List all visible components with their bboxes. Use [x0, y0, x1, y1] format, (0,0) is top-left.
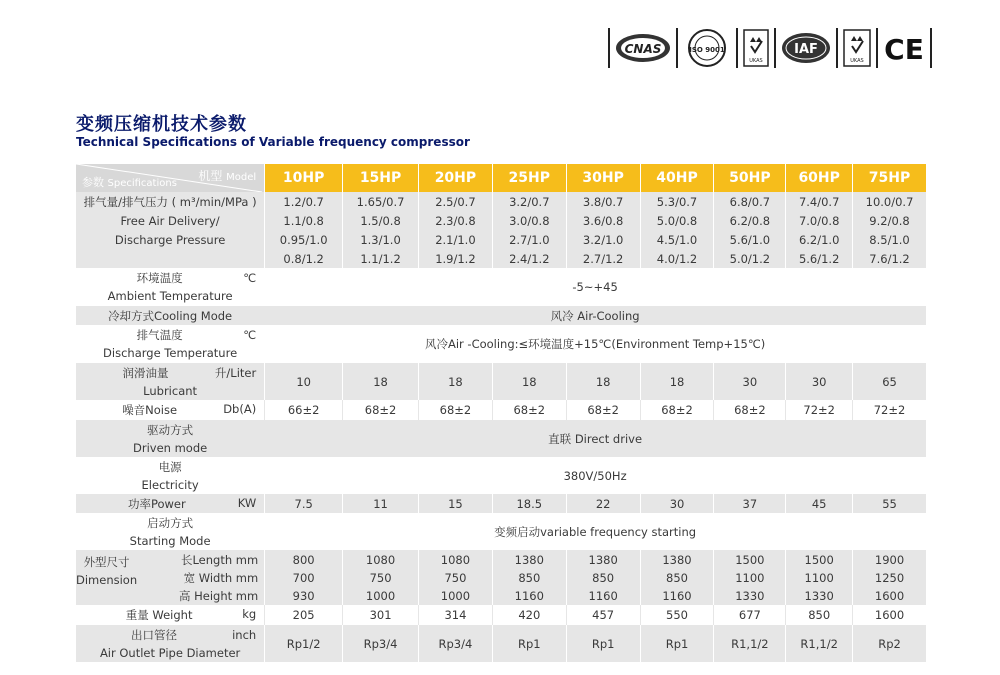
table-cell: 1160 — [566, 587, 640, 605]
outlet-label — [76, 625, 264, 662]
table-cell: 314 — [418, 605, 492, 625]
table-cell: 2.4/1.2 — [492, 249, 566, 268]
table-cell: Rp1 — [640, 625, 714, 662]
logo-separator — [608, 28, 610, 68]
table-cell: 2.1/1.0 — [418, 230, 492, 249]
table-cell: 5.6/1.2 — [785, 249, 852, 268]
table-cell: 10 — [264, 363, 342, 400]
table-cell: 1000 — [418, 587, 492, 605]
table-cell: R1,1/2 — [713, 625, 785, 662]
model-header: 75HP — [852, 164, 926, 192]
table-cell: 5.3/0.7 — [640, 192, 714, 211]
discharge-label-en: Discharge Temperature — [103, 346, 238, 360]
table-cell: Rp3/4 — [418, 625, 492, 662]
ambient-label-en: Ambient Temperature — [107, 289, 233, 303]
table-cell: 1600 — [852, 587, 926, 605]
discharge-value: 风冷Air -Cooling:≤环境温度+15℃(Environment Temp+15℃) — [264, 325, 926, 363]
outlet-label-cn: 出口管径 — [131, 627, 178, 642]
ambient-unit: ℃ — [243, 271, 257, 285]
table-cell: 30 — [640, 494, 714, 513]
table-cell: Rp1/2 — [264, 625, 342, 662]
table-cell: 6.8/0.7 — [713, 192, 785, 211]
logo-text-cnas: CNAS — [624, 42, 662, 56]
table-cell: 2.7/1.0 — [492, 230, 566, 249]
table-cell: 45 — [785, 494, 852, 513]
dimension-label-cn: 外型尺寸 — [83, 554, 130, 569]
ambient-label — [76, 268, 264, 306]
table-cell: 850 — [492, 569, 566, 587]
table-cell: 1.1/1.2 — [342, 249, 418, 268]
table-cell: 1500 — [713, 550, 785, 569]
table-cell: 3.0/0.8 — [492, 211, 566, 230]
table-cell: 1100 — [785, 569, 852, 587]
table-cell: 0.95/1.0 — [264, 230, 342, 249]
table-cell: 1380 — [492, 550, 566, 569]
table-cell: 750 — [418, 569, 492, 587]
logo-text-iaf: IAF — [794, 42, 818, 57]
table-cell: 3.8/0.7 — [566, 192, 640, 211]
table-cell: 550 — [640, 605, 714, 625]
table-row — [76, 211, 926, 230]
table-row — [76, 325, 926, 363]
table-cell: 68±2 — [492, 400, 566, 420]
logo-separator — [836, 28, 838, 68]
table-cell: 2.7/1.2 — [566, 249, 640, 268]
table-cell: 1.3/1.0 — [342, 230, 418, 249]
power-unit: KW — [237, 495, 257, 510]
discharge-label — [76, 325, 264, 363]
discharge-label-cn: 排气温度 — [136, 328, 183, 342]
lubricant-label — [76, 363, 264, 400]
power-label: 功率Power KW — [76, 494, 264, 513]
table-cell: 6.2/0.8 — [713, 211, 785, 230]
table-cell: 1380 — [640, 550, 714, 569]
table-cell: 301 — [342, 605, 418, 625]
table-header-row — [76, 164, 926, 192]
table-row — [76, 605, 926, 625]
table-cell: 68±2 — [566, 400, 640, 420]
table-cell: 1380 — [566, 550, 640, 569]
logo-separator — [736, 28, 738, 68]
model-header: 30HP — [566, 164, 640, 192]
table-cell: 850 — [785, 605, 852, 625]
table-cell: 3.2/1.0 — [566, 230, 640, 249]
table-cell: 5.6/1.0 — [713, 230, 785, 249]
table-row — [76, 363, 926, 400]
table-cell: 18 — [492, 363, 566, 400]
table-cell: 1080 — [342, 550, 418, 569]
drive-label-en: Driven mode — [132, 440, 208, 455]
table-cell: 2.5/0.7 — [418, 192, 492, 211]
table-cell: 7.4/0.7 — [785, 192, 852, 211]
table-cell: 4.0/1.2 — [640, 249, 714, 268]
ambient-label-cn: 环境温度 — [136, 271, 183, 285]
table-cell: 1330 — [713, 587, 785, 605]
electricity-label — [76, 457, 264, 494]
starting-label — [76, 513, 264, 550]
ambient-value: -5~+45 — [264, 268, 926, 306]
table-cell: 7.0/0.8 — [785, 211, 852, 230]
table-cell: 18 — [566, 363, 640, 400]
dimension-sublabels — [179, 551, 264, 605]
table-cell: 850 — [566, 569, 640, 587]
table-cell: 0.8/1.2 — [264, 249, 342, 268]
fad-label-blank — [76, 249, 264, 268]
table-cell: 850 — [640, 569, 714, 587]
page-title-chinese: 变频压缩机技术参数 — [76, 114, 247, 135]
table-cell: 677 — [713, 605, 785, 625]
table-cell: 9.2/0.8 — [852, 211, 926, 230]
outlet-label-en: Air Outlet Pipe Diameter — [99, 645, 241, 660]
model-header: 60HP — [785, 164, 852, 192]
drive-label-cn: 驱动方式 — [147, 422, 194, 437]
table-cell: 1330 — [785, 587, 852, 605]
weight-unit: kg — [242, 607, 257, 621]
logo-text-ukas-2: UKAS — [850, 58, 864, 64]
table-row — [76, 230, 926, 249]
table-cell: 4.5/1.0 — [640, 230, 714, 249]
table-cell: 1500 — [785, 550, 852, 569]
table-cell: 68±2 — [640, 400, 714, 420]
noise-label: 噪音Noise Db(A) — [76, 400, 264, 420]
drive-value: 直联 Direct drive — [264, 420, 926, 457]
table-row — [76, 420, 926, 457]
table-cell: Rp1 — [492, 625, 566, 662]
table-cell: 5.0/0.8 — [640, 211, 714, 230]
dimension-length-label: 长Length mm — [180, 552, 259, 567]
table-cell: 1000 — [342, 587, 418, 605]
table-cell: 1.1/0.8 — [264, 211, 342, 230]
table-row — [76, 400, 926, 420]
dimension-width-label: 宽 Width mm — [183, 570, 259, 585]
dimension-label-en: Dimension — [76, 572, 138, 587]
table-cell: 65 — [852, 363, 926, 400]
drive-label — [76, 420, 264, 457]
electricity-value: 380V/50Hz — [264, 457, 926, 494]
starting-label-en: Starting Mode — [129, 533, 211, 548]
weight-label: 重量 Weight kg — [76, 605, 264, 625]
table-cell: 1.5/0.8 — [342, 211, 418, 230]
iso9001-seal-icon — [682, 28, 732, 68]
ukas-crown-icon — [742, 28, 770, 68]
table-cell: 1.65/0.7 — [342, 192, 418, 211]
table-cell: 1.9/1.2 — [418, 249, 492, 268]
table-cell: Rp1 — [566, 625, 640, 662]
ukas-crown-icon-2 — [842, 28, 872, 68]
lubricant-label-en: Lubricant — [143, 383, 198, 398]
table-cell: 420 — [492, 605, 566, 625]
header-corner-cell — [76, 164, 264, 192]
starting-value: 变频启动variable frequency starting — [264, 513, 926, 550]
model-header: 10HP — [264, 164, 342, 192]
discharge-unit: ℃ — [243, 328, 257, 342]
table-cell: 18 — [342, 363, 418, 400]
cooling-label: 冷却方式Cooling Mode — [76, 306, 264, 325]
table-row — [76, 457, 926, 494]
table-cell: 6.2/1.0 — [785, 230, 852, 249]
noise-unit: Db(A) — [223, 402, 257, 416]
table-cell: 1160 — [640, 587, 714, 605]
table-cell: 3.2/0.7 — [492, 192, 566, 211]
table-cell: 750 — [342, 569, 418, 587]
dimension-label — [76, 550, 264, 605]
logo-separator — [930, 28, 932, 68]
table-row — [76, 306, 926, 325]
electricity-label-en: Electricity — [141, 477, 199, 492]
outlet-unit: inch — [232, 627, 257, 642]
fad-label-2: Free Air Delivery/ — [76, 211, 264, 230]
table-cell: 1250 — [852, 569, 926, 587]
table-cell: 18 — [640, 363, 714, 400]
table-cell: 930 — [264, 587, 342, 605]
logo-text-ce: CE — [884, 33, 924, 66]
logo-separator — [876, 28, 878, 68]
table-row — [76, 494, 926, 513]
lubricant-unit: 升/Liter — [214, 365, 257, 380]
table-row — [76, 268, 926, 306]
table-cell: 66±2 — [264, 400, 342, 420]
table-cell: 11 — [342, 494, 418, 513]
starting-label-cn: 启动方式 — [147, 515, 194, 530]
certification-logos — [604, 27, 936, 69]
table-cell: 1900 — [852, 550, 926, 569]
table-cell: 18.5 — [492, 494, 566, 513]
table-cell: 3.6/0.8 — [566, 211, 640, 230]
table-row — [76, 625, 926, 662]
model-header: 50HP — [713, 164, 785, 192]
table-cell: 7.5 — [264, 494, 342, 513]
table-cell: Rp2 — [852, 625, 926, 662]
table-cell: 1160 — [492, 587, 566, 605]
table-cell: 30 — [785, 363, 852, 400]
table-cell: 22 — [566, 494, 640, 513]
table-cell: 72±2 — [785, 400, 852, 420]
table-cell: 68±2 — [342, 400, 418, 420]
lubricant-label-cn: 润滑油量 — [122, 365, 169, 380]
model-header: 40HP — [640, 164, 714, 192]
table-row — [76, 550, 926, 569]
logo-text-iso: ISO 9001 — [689, 46, 725, 54]
table-cell: 68±2 — [418, 400, 492, 420]
table-cell: Rp3/4 — [342, 625, 418, 662]
table-cell: 700 — [264, 569, 342, 587]
table-cell: 1600 — [852, 605, 926, 625]
table-cell: 72±2 — [852, 400, 926, 420]
table-cell: 5.0/1.2 — [713, 249, 785, 268]
cooling-value: 风冷 Air-Cooling — [264, 306, 926, 325]
table-row — [76, 513, 926, 550]
electricity-label-cn: 电源 — [158, 459, 182, 474]
table-cell: 1.2/0.7 — [264, 192, 342, 211]
fad-label-3: Discharge Pressure — [76, 230, 264, 249]
table-cell: 7.6/1.2 — [852, 249, 926, 268]
table-cell: 1100 — [713, 569, 785, 587]
table-cell: 15 — [418, 494, 492, 513]
table-cell: 68±2 — [713, 400, 785, 420]
table-cell: 1080 — [418, 550, 492, 569]
cnas-logo-icon — [614, 28, 672, 68]
table-cell: 205 — [264, 605, 342, 625]
table-cell: 10.0/0.7 — [852, 192, 926, 211]
table-cell: 30 — [713, 363, 785, 400]
table-row — [76, 249, 926, 268]
dimension-height-label: 高 Height mm — [178, 588, 259, 603]
table-cell: R1,1/2 — [785, 625, 852, 662]
model-header: 20HP — [418, 164, 492, 192]
table-cell: 2.3/0.8 — [418, 211, 492, 230]
model-header: 25HP — [492, 164, 566, 192]
header-parameter-label: 参数 Specifications — [82, 176, 177, 189]
page-title-english: Technical Specifications of Variable frequency compressor — [76, 135, 470, 149]
iaf-logo-icon — [780, 28, 832, 68]
table-cell: 457 — [566, 605, 640, 625]
table-row — [76, 192, 926, 211]
fad-label-1: 排气量/排气压力 ( m³/min/MPa ) — [76, 192, 264, 211]
table-cell: 37 — [713, 494, 785, 513]
ce-mark-icon — [882, 28, 926, 68]
model-header: 15HP — [342, 164, 418, 192]
specifications-table — [76, 164, 926, 662]
table-cell: 8.5/1.0 — [852, 230, 926, 249]
logo-separator — [774, 28, 776, 68]
header-model-label: 机型 Model — [198, 169, 257, 183]
dimension-label-group — [76, 551, 137, 589]
table-cell: 800 — [264, 550, 342, 569]
logo-text-ukas: UKAS — [749, 58, 763, 64]
table-cell: 18 — [418, 363, 492, 400]
logo-separator — [676, 28, 678, 68]
table-cell: 55 — [852, 494, 926, 513]
